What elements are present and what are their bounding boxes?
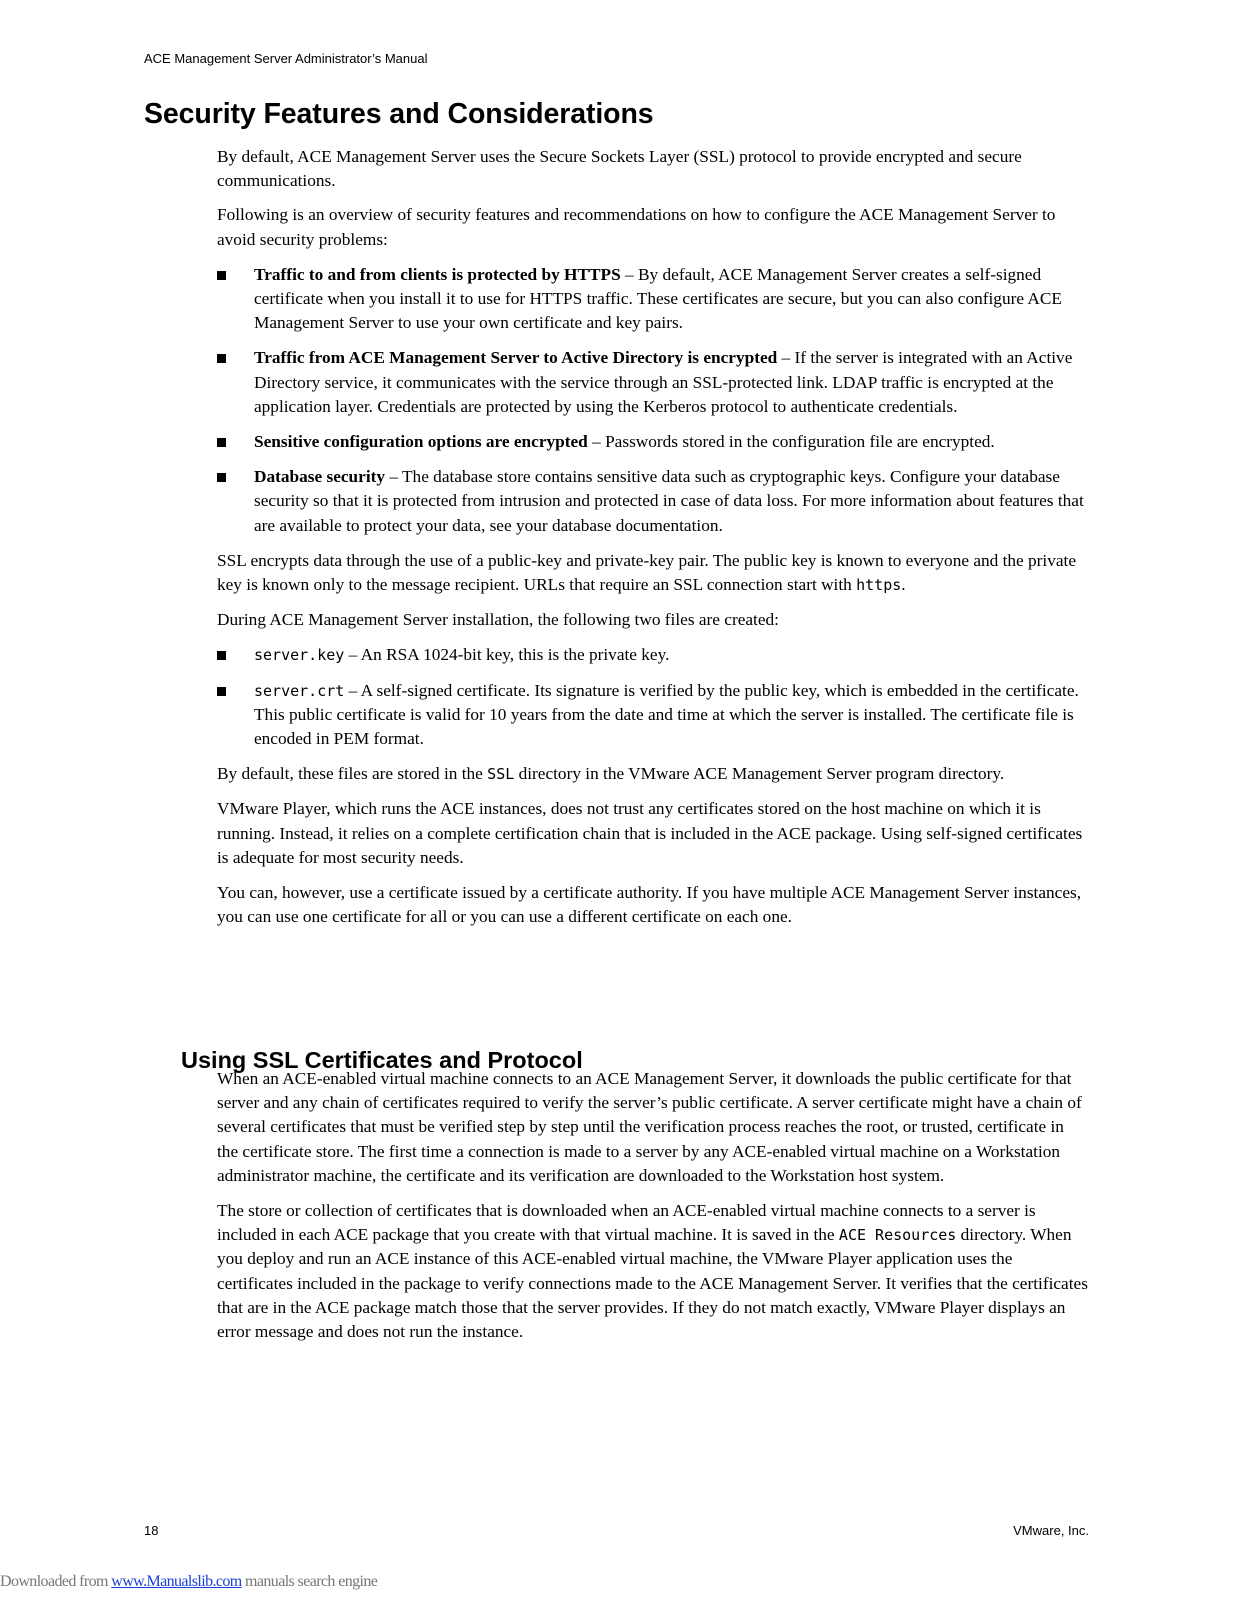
file-list [217, 643, 1089, 751]
subsection-title: Using SSL Certificates and Protocol [181, 1047, 583, 1073]
install-paragraph: During ACE Management Server installation, the following two files are created: [217, 610, 779, 630]
file-name: server.crt [254, 681, 345, 700]
list-item [217, 465, 1089, 538]
cert-store-paragraph [217, 1199, 1089, 1344]
section-title: Security Features and Considerations [144, 98, 654, 130]
player-paragraph: VMware Player, which runs the ACE instances, does not trust any certificates stored on the host machine on which it is running. Instead, it relies on a complete certification chain that is included in the ACE package. Using self-signed certificates is adequate for most security needs. [217, 799, 1083, 867]
download-suffix: manuals search engine [241, 1573, 378, 1590]
bullet-square-icon [217, 438, 226, 447]
bullet-square-icon [217, 271, 226, 280]
feature-text: – The database store contains sensitive data such as cryptographic keys. Configure your database security so that it is protected from intrusion and protected in case of data loss. For more information about features that are available to protect your data, see your database documentation. [254, 467, 1084, 535]
list-item [217, 346, 1089, 419]
cert-store-text-end: directory. When you deploy and run an ACE instance of this ACE-enabled virtual machine, the VMware Player application uses the certificates included in the package to verify connections made to the ACE Management Server. It verifies that the certificates that are in the ACE package match those that the server provides. If they do not match exactly, VMware Player displays an error message and does not run the instance. [217, 1225, 1088, 1342]
feature-text: – By default, ACE Management Server creates a self-signed certificate when you install it to use for HTTPS traffic. These certificates are secure, but you can also configure ACE Management Server to use your own certificate and key pairs. [254, 264, 1062, 333]
storage-paragraph [217, 762, 1089, 786]
file-text: – An RSA 1024-bit key, this is the private key. [344, 645, 670, 665]
download-prefix: Downloaded from [0, 1573, 112, 1590]
download-notice [0, 1573, 377, 1591]
storage-text: By default, these files are stored in the [217, 764, 488, 784]
feature-term: Traffic from ACE Management Server to Active Directory is encrypted [254, 348, 778, 368]
feature-term: Traffic to and from clients is protected by HTTPS [254, 264, 621, 284]
section-body [217, 145, 1089, 929]
list-item [217, 643, 1089, 667]
bullet-square-icon [217, 687, 226, 696]
page-number: 18 [144, 1523, 159, 1538]
list-item [217, 263, 1089, 336]
bullet-square-icon [217, 473, 226, 482]
ace-resources-code: ACE Resources [838, 1226, 957, 1245]
overview-paragraph: Following is an overview of security features and recommendations on how to configure the ACE Management Server to avoid security problems: [217, 205, 1056, 249]
footer-company: VMware, Inc. [1013, 1523, 1089, 1538]
ssl-dir-code: SSL [487, 765, 515, 784]
running-header: ACE Management Server Administrator’s Manual [144, 51, 428, 66]
ca-paragraph: You can, however, use a certificate issued by a certificate authority. If you have multiple ACE Management Server instances, you can use one certificate for all or you can use a different certificate on each one. [217, 883, 1082, 927]
manualslib-link[interactable]: www.Manualslib.com [111, 1573, 242, 1590]
feature-text: – If the server is integrated with an Active Directory service, it communicates with the service through an SSL-protected link. LDAP traffic is encrypted at the application layer. Credentials are protected by using the Kerberos protocol to authenticate credentials. [254, 348, 1073, 416]
ssl-paragraph [217, 549, 1089, 597]
file-text: – A self-signed certificate. Its signature is verified by the public key, which is embedded in the certificate. This public certificate is valid for 10 years from the date and time at which the server is installed. The certificate file is encoded in PEM format. [254, 680, 1079, 749]
file-name: server.key [254, 646, 345, 665]
feature-term: Database security [254, 467, 386, 487]
list-item [217, 679, 1089, 752]
feature-term: Sensitive configuration options are encrypted [254, 432, 588, 452]
list-item [217, 430, 1089, 454]
feature-list [217, 263, 1089, 538]
intro-paragraph: By default, ACE Management Server uses the Secure Sockets Layer (SSL) protocol to provide encrypted and secure communications. [217, 147, 1022, 191]
bullet-square-icon [217, 354, 226, 363]
https-code: https [856, 576, 902, 595]
feature-text: – Passwords stored in the configuration file are encrypted. [587, 432, 995, 452]
ssl-text: SSL encrypts data through the use of a public-key and private-key pair. The public key is known to everyone and the private key is known only to the message recipient. URLs that require an SSL connection start with [217, 550, 1077, 595]
cert-store-text: The store or collection of certificates that is downloaded when an ACE-enabled virtual machine connects to a server is included in each ACE package that you create with that virtual machine. It is saved in the [217, 1201, 1036, 1245]
download-cert-paragraph: When an ACE-enabled virtual machine connects to an ACE Management Server, it downloads the public certificate for that server and any chain of certificates required to verify the server’s public certificate. A server certificate might have a chain of several certificates that must be verified step by step until the verification process reaches the root, or trusted, certificate in the certificate store. The first time a connection is made to a server by any ACE-enabled virtual machine on a Workstation administrator machine, the certificate and its verification are downloaded to the Workstation host system. [217, 1069, 1082, 1185]
bullet-square-icon [217, 651, 226, 660]
subsection-body [217, 1067, 1089, 1344]
storage-text-end: directory in the VMware ACE Management Server program directory. [514, 764, 1005, 784]
ssl-text-end: . [901, 575, 906, 595]
